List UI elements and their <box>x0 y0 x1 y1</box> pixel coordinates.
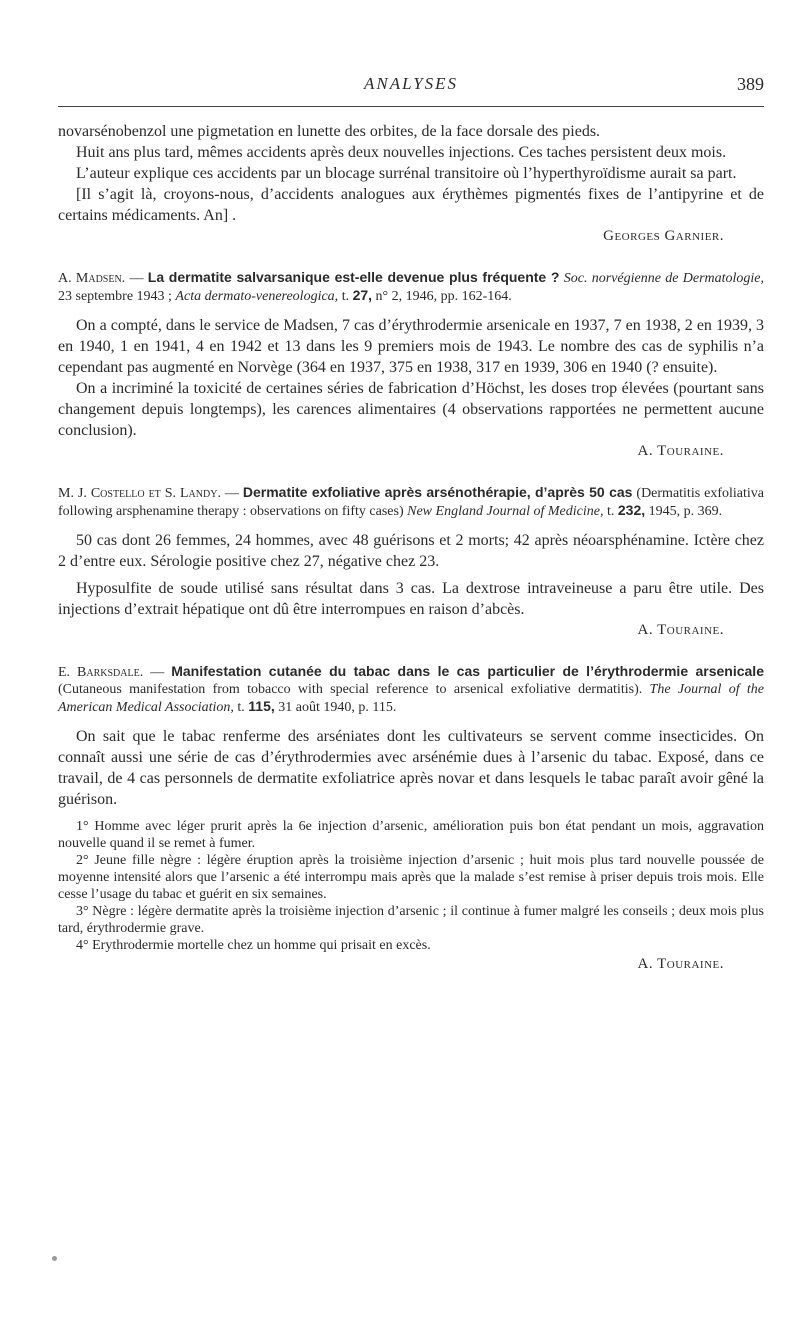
tome: t. <box>338 289 353 304</box>
dash: — <box>125 271 148 286</box>
volume: 27, <box>352 287 373 303</box>
signature: Georges Garnier. <box>603 228 724 244</box>
journal: Acta dermato-venereologica, <box>175 289 339 304</box>
paragraph: novarsénobenzol une pigmetation en lunette des orbites, de la face dorsale des pieds. <box>58 123 601 140</box>
journal: New England Journal of Medicine, <box>407 504 604 519</box>
case-item: 3° Nègre : légère dermatite après la troisième injection d’arsenic ; il continue à fumer malgré les conseils ; deux mois plus tard, érythrodermie grave. <box>58 904 764 936</box>
subtitle: (Cutaneous manifestation from tobacco with special reference to arsenical exfoliative dermatitis). <box>58 682 650 697</box>
paragraph: L’auteur explique ces accidents par un blocage surrénal transitoire où l’hyperthyroïdisme aurait sa part. <box>76 165 737 182</box>
pages: 1945, p. 369. <box>645 504 723 519</box>
dash: — <box>220 486 243 501</box>
article-title: Manifestation cutanée du tabac dans le cas particulier de l’érythrodermie arsenicale <box>171 663 764 679</box>
paragraph: On a incriminé la toxicité de certaines séries de fabrication d’Höchst, les doses trop élevées (pourtant sans changement depuis longtemps), les carences alimentaires (4 observations rapportées ne permettent aucune conclusion). <box>58 380 764 439</box>
paragraph: 50 cas dont 26 femmes, 24 hommes, avec 48 guérisons et 2 morts; 42 après néoarsphénamine. Ictère chez 2 d’entre eux. Sérologie positive chez 27, négative chez 23. <box>58 532 764 570</box>
page-number: 389 <box>737 74 764 94</box>
pages: 31 août 1940, p. 115. <box>274 700 397 715</box>
case-item: 4° Erythrodermie mortelle chez un homme qui prisait en excès. <box>76 938 431 953</box>
author: E. Barksdale. <box>58 665 144 680</box>
paragraph: Huit ans plus tard, mêmes accidents après deux nouvelles injections. Ces taches persistent deux mois. <box>76 144 727 161</box>
article-madsen <box>58 269 764 462</box>
bibliographic-reference <box>58 484 764 520</box>
paragraph: On sait que le tabac renferme des arséniates dont les cultivateurs se servent comme insecticides. On connaît aussi une série de cas d’érythrodermies avec arsénémie dues à l’arsenic du tabac. Exposé, dans ce travail, de 4 cas personnels de dermatite exfoliatrice après novar et dans lesquels le tabac paraît avoir gêné la guérison. <box>58 728 764 808</box>
case-item: 1° Homme avec léger prurit après la 6e injection d’arsenic, amélioration puis bon état pendant un mois, aggravation nouvelle quand il se remet à fumer. <box>58 819 764 851</box>
subtitle: (Dermatitis exfoliativa following arsphenamine therapy : observations on fifty cases) <box>58 486 764 519</box>
signature: A. Touraine. <box>637 622 724 638</box>
journal: The Journal of the American Medical Association, <box>58 682 765 715</box>
bibliographic-reference <box>58 269 764 305</box>
header-rule <box>58 106 764 107</box>
page-header <box>58 72 764 100</box>
article-title: Dermatite exfoliative après arsénothérapie, d’après 50 cas <box>242 484 633 500</box>
paragraph: Hyposulfite de soude utilisé sans résultat dans 3 cas. La dextrose intraveineuse a paru être utile. Des injections d’extrait hépatique ont dû être interrompues en raison d’abcès. <box>58 580 764 618</box>
signature: A. Touraine. <box>637 956 724 972</box>
bibliographic-reference <box>58 663 764 716</box>
running-title: ANALYSES <box>363 74 459 93</box>
date: 23 septembre 1943 ; <box>58 289 176 304</box>
paragraph: [Il s’agit là, croyons-nous, d’accidents analogues aux érythèmes pigmentés fixes de l’antipyrine et de certains médicaments. An] . <box>58 186 764 224</box>
signature: A. Touraine. <box>637 443 724 459</box>
article-barksdale <box>58 663 764 975</box>
author: A. Madsen. <box>58 271 126 286</box>
article-costello-landy <box>58 484 764 641</box>
tome: t. <box>233 700 249 715</box>
author: M. J. Costello et S. Landy. <box>58 486 221 501</box>
paragraph: On a compté, dans le service de Madsen, 7 cas d’érythrodermie arsenicale en 1937, 7 en 1938, 2 en 1939, 3 en 1940, 1 en 1941, 4 en 1942 et 13 dans les 9 premiers mois de 1943. Le nombre des cas de syphilis n’a cependant pas augmenté en Norvège (364 en 1937, 375 en 1938, 317 en 1939, 306 en 1940 (? ensuite). <box>58 317 764 376</box>
pages: n° 2, 1946, pp. 162-164. <box>372 289 512 304</box>
volume: 232, <box>617 502 646 518</box>
tome: t. <box>603 504 618 519</box>
case-item: 2° Jeune fille nègre : légère éruption après la troisième injection d’arsenic ; huit mois plus tard nouvelle poussée de moyenne intensité alors que l’arsenic a été interrompu mais après que la malade s’est remise à priser depuis trois mois. Elle cesse l’usage du tabac et guérit en six semaines. <box>58 853 764 902</box>
dash: — <box>143 665 172 680</box>
article-garnier-continued <box>58 121 764 247</box>
print-speck <box>52 1256 57 1261</box>
volume: 115, <box>248 698 275 714</box>
article-title: La dermatite salvarsanique est-elle devenue plus fréquente ? <box>147 269 560 285</box>
page <box>58 72 764 975</box>
journal: Soc. norvégienne de Dermatologie, <box>563 271 765 286</box>
